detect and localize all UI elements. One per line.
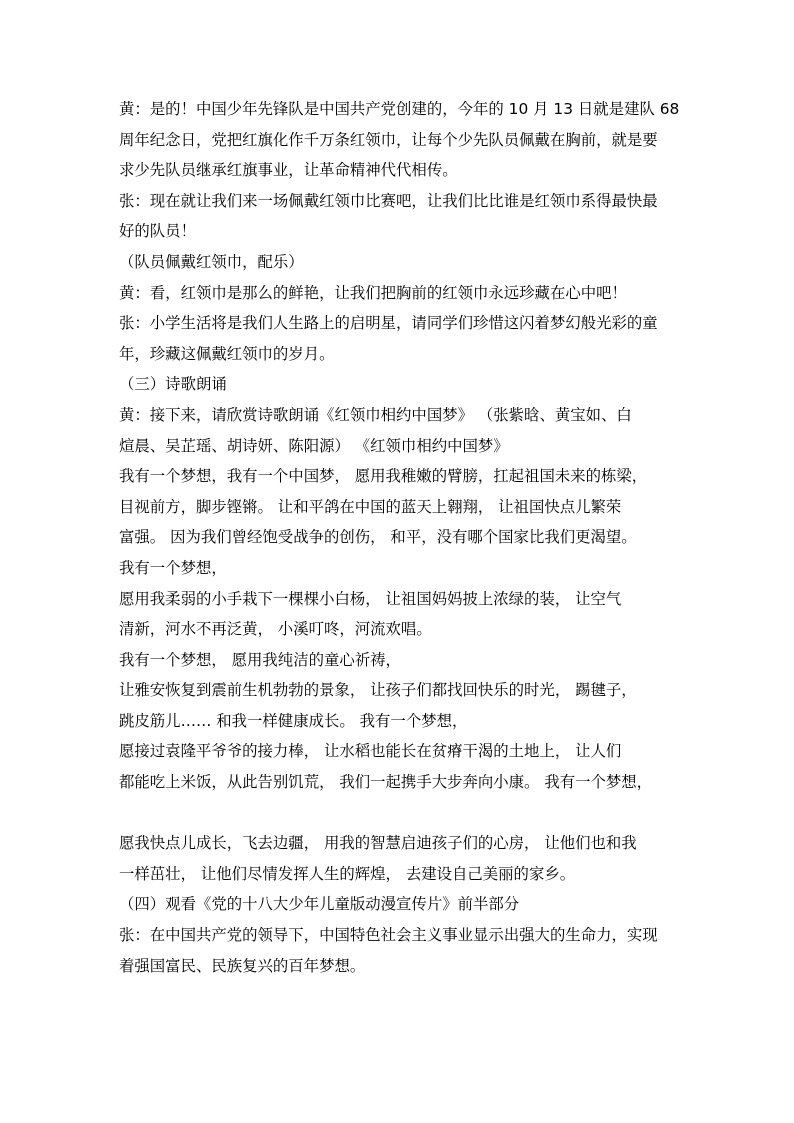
poem-line: 目视前方，脚步铿锵。 让和平鸽在中国的蓝天上翱翔， 让祖国快点儿繁荣 xyxy=(119,497,622,516)
poem-line: 清新，河水不再泛黄， 小溪叮咚，河流欢唱。 xyxy=(119,620,432,639)
document-body xyxy=(119,94,679,981)
poem-line: 我有一个梦想， xyxy=(119,558,227,577)
text-line: 张：在中国共产党的领导下，中国特色社会主义事业显示出强大的生命力，实现 xyxy=(119,926,658,945)
poem-line: 我有一个梦想， 愿用我纯洁的童心祈祷， xyxy=(119,650,401,669)
poem-line: 愿我快点儿成长，飞去边疆， 用我的智慧启迪孩子们的心房， 让他们也和我 xyxy=(119,834,637,853)
text-line: 周年纪念日，党把红旗化作千万条红领巾，让每个少先队员佩戴在胸前，就是要 xyxy=(119,130,658,149)
poem-line: 跳皮筋儿…… 和我一样健康成长。 我有一个梦想， xyxy=(119,711,468,730)
stage-direction: （队员佩戴红领巾，配乐） xyxy=(119,252,304,271)
poem-line: 我有一个梦想，我有一个中国梦， 愿用我稚嫩的臂膀，扛起祖国未来的栋梁， xyxy=(119,467,648,486)
poem-line: 愿接过袁隆平爷爷的接力棒， 让水稻也能长在贫瘠干渴的土地上， 让人们 xyxy=(119,742,622,761)
section-heading: （三）诗歌朗诵 xyxy=(119,375,227,394)
text-line: 张：小学生活将是我们人生路上的启明星，请同学们珍惜这闪着梦幻般光彩的童 xyxy=(119,314,658,333)
poem-line: 一样茁壮， 让他们尽情发挥人生的辉煌， 去建设自己美丽的家乡。 xyxy=(119,864,576,883)
text-line: 黄：是的！中国少年先锋队是中国共产党创建的，今年的 10 月 13 日就是建队 68 xyxy=(119,100,680,118)
text-line: 煊晨、吴芷瑶、胡诗妍、陈阳源） 《红领巾相约中国梦》 xyxy=(119,436,509,455)
text-line: 求少先队员继承红旗事业，让革命精神代代相传。 xyxy=(119,161,458,180)
poem-line: 愿用我柔弱的小手栽下一棵棵小白杨， 让祖国妈妈披上浓绿的装， 让空气 xyxy=(119,589,622,608)
text-line: 张：现在就让我们来一场佩戴红领巾比赛吧，让我们比比谁是红领巾系得最快最 xyxy=(119,191,658,210)
section-heading: （四）观看《党的十八大少年儿童版动漫宣传片》前半部分 xyxy=(119,895,520,914)
text-line: 黄：接下来，请欣赏诗歌朗诵《红领巾相约中国梦》 （张紫晗、黄宝如、白 xyxy=(119,405,632,424)
text-line: 着强国富民、民族复兴的百年梦想。 xyxy=(119,956,366,975)
text-line: 好的队员！ xyxy=(119,222,196,241)
poem-line: 富强。 因为我们曾经饱受战争的创伤， 和平，没有哪个国家比我们更渴望。 xyxy=(119,528,637,547)
text-line: 年，珍藏这佩戴红领巾的岁月。 xyxy=(119,344,335,363)
poem-line: 都能吃上米饭，从此告别饥荒， 我们一起携手大步奔向小康。 我有一个梦想， xyxy=(119,773,653,792)
poem-line: 让雅安恢复到震前生机勃勃的景象， 让孩子们都找回快乐的时光， 踢毽子， xyxy=(119,681,637,700)
text-line: 黄：看，红领巾是那么的鲜艳，让我们把胸前的红领巾永远珍藏在心中吧！ xyxy=(119,283,627,302)
blank-line xyxy=(119,798,679,829)
